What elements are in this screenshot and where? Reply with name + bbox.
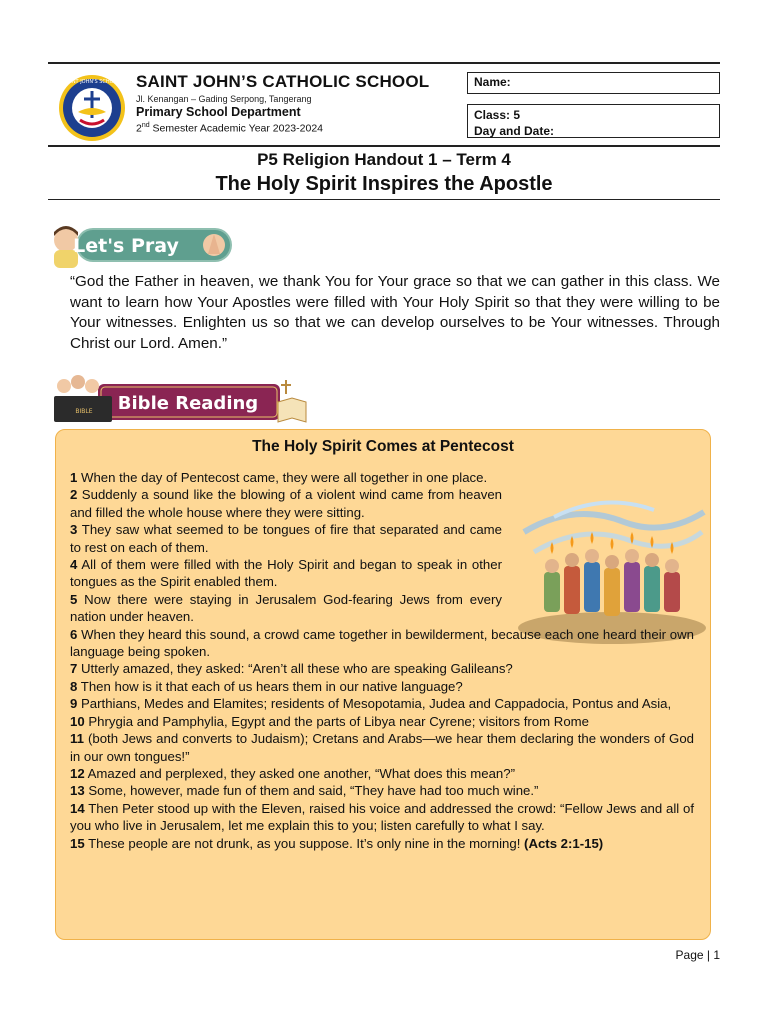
verse: [70, 730, 694, 765]
verse: [70, 660, 694, 677]
verse: [70, 678, 694, 695]
class-date-field[interactable]: [467, 104, 720, 138]
verse: [70, 521, 502, 556]
cross-icon: [281, 380, 291, 394]
verse-number: 15: [70, 835, 85, 851]
semester-line: [136, 122, 323, 135]
verse: [70, 626, 694, 661]
verse-list: [70, 469, 694, 852]
verse: [70, 765, 694, 782]
verse: [70, 713, 694, 730]
semester-rest: Semester Academic Year 2023-2024: [149, 122, 324, 135]
logo-text: SAINT JOHN'S SCHOOL: [63, 79, 121, 85]
verse-text: All of them were filled with the Holy Spirit and began to speak in other tongues as the Spirit enabled them.: [70, 557, 502, 590]
class-label: Class: 5: [474, 108, 521, 122]
verse-number: 11: [70, 731, 84, 747]
verse-number: 7: [70, 661, 78, 677]
header-top-rule: [48, 62, 720, 64]
verse-text: These people are not drunk, as you suppose. It’s only nine in the morning!: [84, 835, 525, 851]
verse: [70, 800, 694, 835]
header-mid-rule: [48, 145, 720, 147]
verse-text: (both Jews and converts to Judaism); Cretans and Arabs—we hear them declaring the wonders of God in our own tongues!”: [70, 731, 694, 764]
verse-number: 6: [70, 626, 78, 642]
prayer-text: “God the Father in heaven, we thank You for Your grace so that we can gather in this class. We want to learn how Your Apostles were filled with Your Holy Spirit so that they were willing to be Your witnesses. Enlighten us so that we can develop ourselves to be Your witnesses. Through Christ our Lord. Amen.”: [70, 273, 720, 352]
page-title: The Holy Spirit Inspires the Apostle: [215, 173, 553, 195]
verse-text: Then how is it that each of us hears them in our native language?: [77, 678, 463, 694]
verse-number: 10: [70, 713, 85, 729]
verse: [70, 469, 502, 486]
verse: [70, 556, 502, 591]
lets-pray-label: Let's Pray: [73, 235, 179, 257]
children-icon: [57, 379, 71, 393]
verse-number: 13: [70, 783, 85, 799]
verse-number: 5: [70, 591, 78, 607]
verse: [70, 835, 694, 852]
scripture-reference: (Acts 2:1-15): [524, 835, 604, 851]
verse-text: When the day of Pentecost came, they were all together in one place.: [77, 470, 488, 485]
semester-suffix: nd: [141, 122, 150, 129]
bible-reading-label: Bible Reading: [117, 393, 259, 414]
verse-text: Now there were staying in Jerusalem God-fearing Jews from every nation under heaven.: [70, 591, 502, 625]
verse-number: 4: [70, 557, 78, 573]
verse-number: 1: [70, 470, 78, 485]
bible-reading-banner: [46, 372, 308, 428]
verse-text: Suddenly a sound like the blowing of a violent wind came from heaven and filled the whole house where they were sitting.: [70, 487, 502, 520]
verse: [70, 591, 502, 626]
handout-label: P5 Religion Handout 1 – Term 4: [257, 150, 511, 169]
verse-number: 3: [70, 522, 78, 538]
verse-number: 9: [70, 696, 78, 712]
lets-pray-banner: [48, 220, 240, 270]
page-number: Page | 1: [675, 948, 720, 962]
verse: [70, 486, 502, 521]
verse-text: Then Peter stood up with the Eleven, raised his voice and addressed the crowd: “Fellow Jews and all of you who live in Jerusalem, let me explain this to you; listen carefully to what I say.: [70, 800, 694, 834]
title-rule: [48, 199, 720, 200]
department: Primary School Department: [136, 105, 301, 119]
verse: [70, 782, 694, 799]
semester-ordinal: 2: [136, 122, 142, 135]
day-date-label: Day and Date:: [474, 124, 555, 138]
verse-number: 8: [70, 678, 78, 694]
name-field[interactable]: [467, 72, 720, 94]
school-address: Jl. Kenangan – Gading Serpong, Tangerang: [136, 94, 312, 104]
name-label: Name:: [474, 75, 511, 89]
reading-title: The Holy Spirit Comes at Pentecost: [252, 438, 514, 455]
school-name: SAINT JOHN’S CATHOLIC SCHOOL: [136, 72, 430, 91]
bible-book-label: BIBLE: [75, 408, 93, 415]
verse-number: 2: [70, 487, 78, 503]
open-book-icon: [278, 398, 306, 422]
verse-text: Phrygia and Pamphylia, Egypt and the parts of Libya near Cyrene; visitors from Rome: [84, 713, 589, 729]
verse-text: They saw what seemed to be tongues of fire that separated and came to rest on each of them.: [70, 522, 502, 555]
verse-number: 12: [70, 765, 85, 781]
school-logo: [58, 74, 126, 142]
verse: [70, 695, 694, 712]
verse-number: 14: [70, 800, 85, 816]
verse-text: Amazed and perplexed, they asked one another, “What does this mean?”: [84, 765, 515, 781]
verse-text: When they heard this sound, a crowd came together in bewilderment, because each one heard their own language being spoken.: [70, 626, 694, 660]
verse-text: Utterly amazed, they asked: “Aren’t all these who are speaking Galileans?: [77, 661, 513, 677]
verse-text: Some, however, made fun of them and said, “They have had too much wine.”: [84, 783, 539, 799]
verse-text: Parthians, Medes and Elamites; residents of Mesopotamia, Judea and Cappadocia, Pontus and Asia,: [77, 696, 672, 712]
